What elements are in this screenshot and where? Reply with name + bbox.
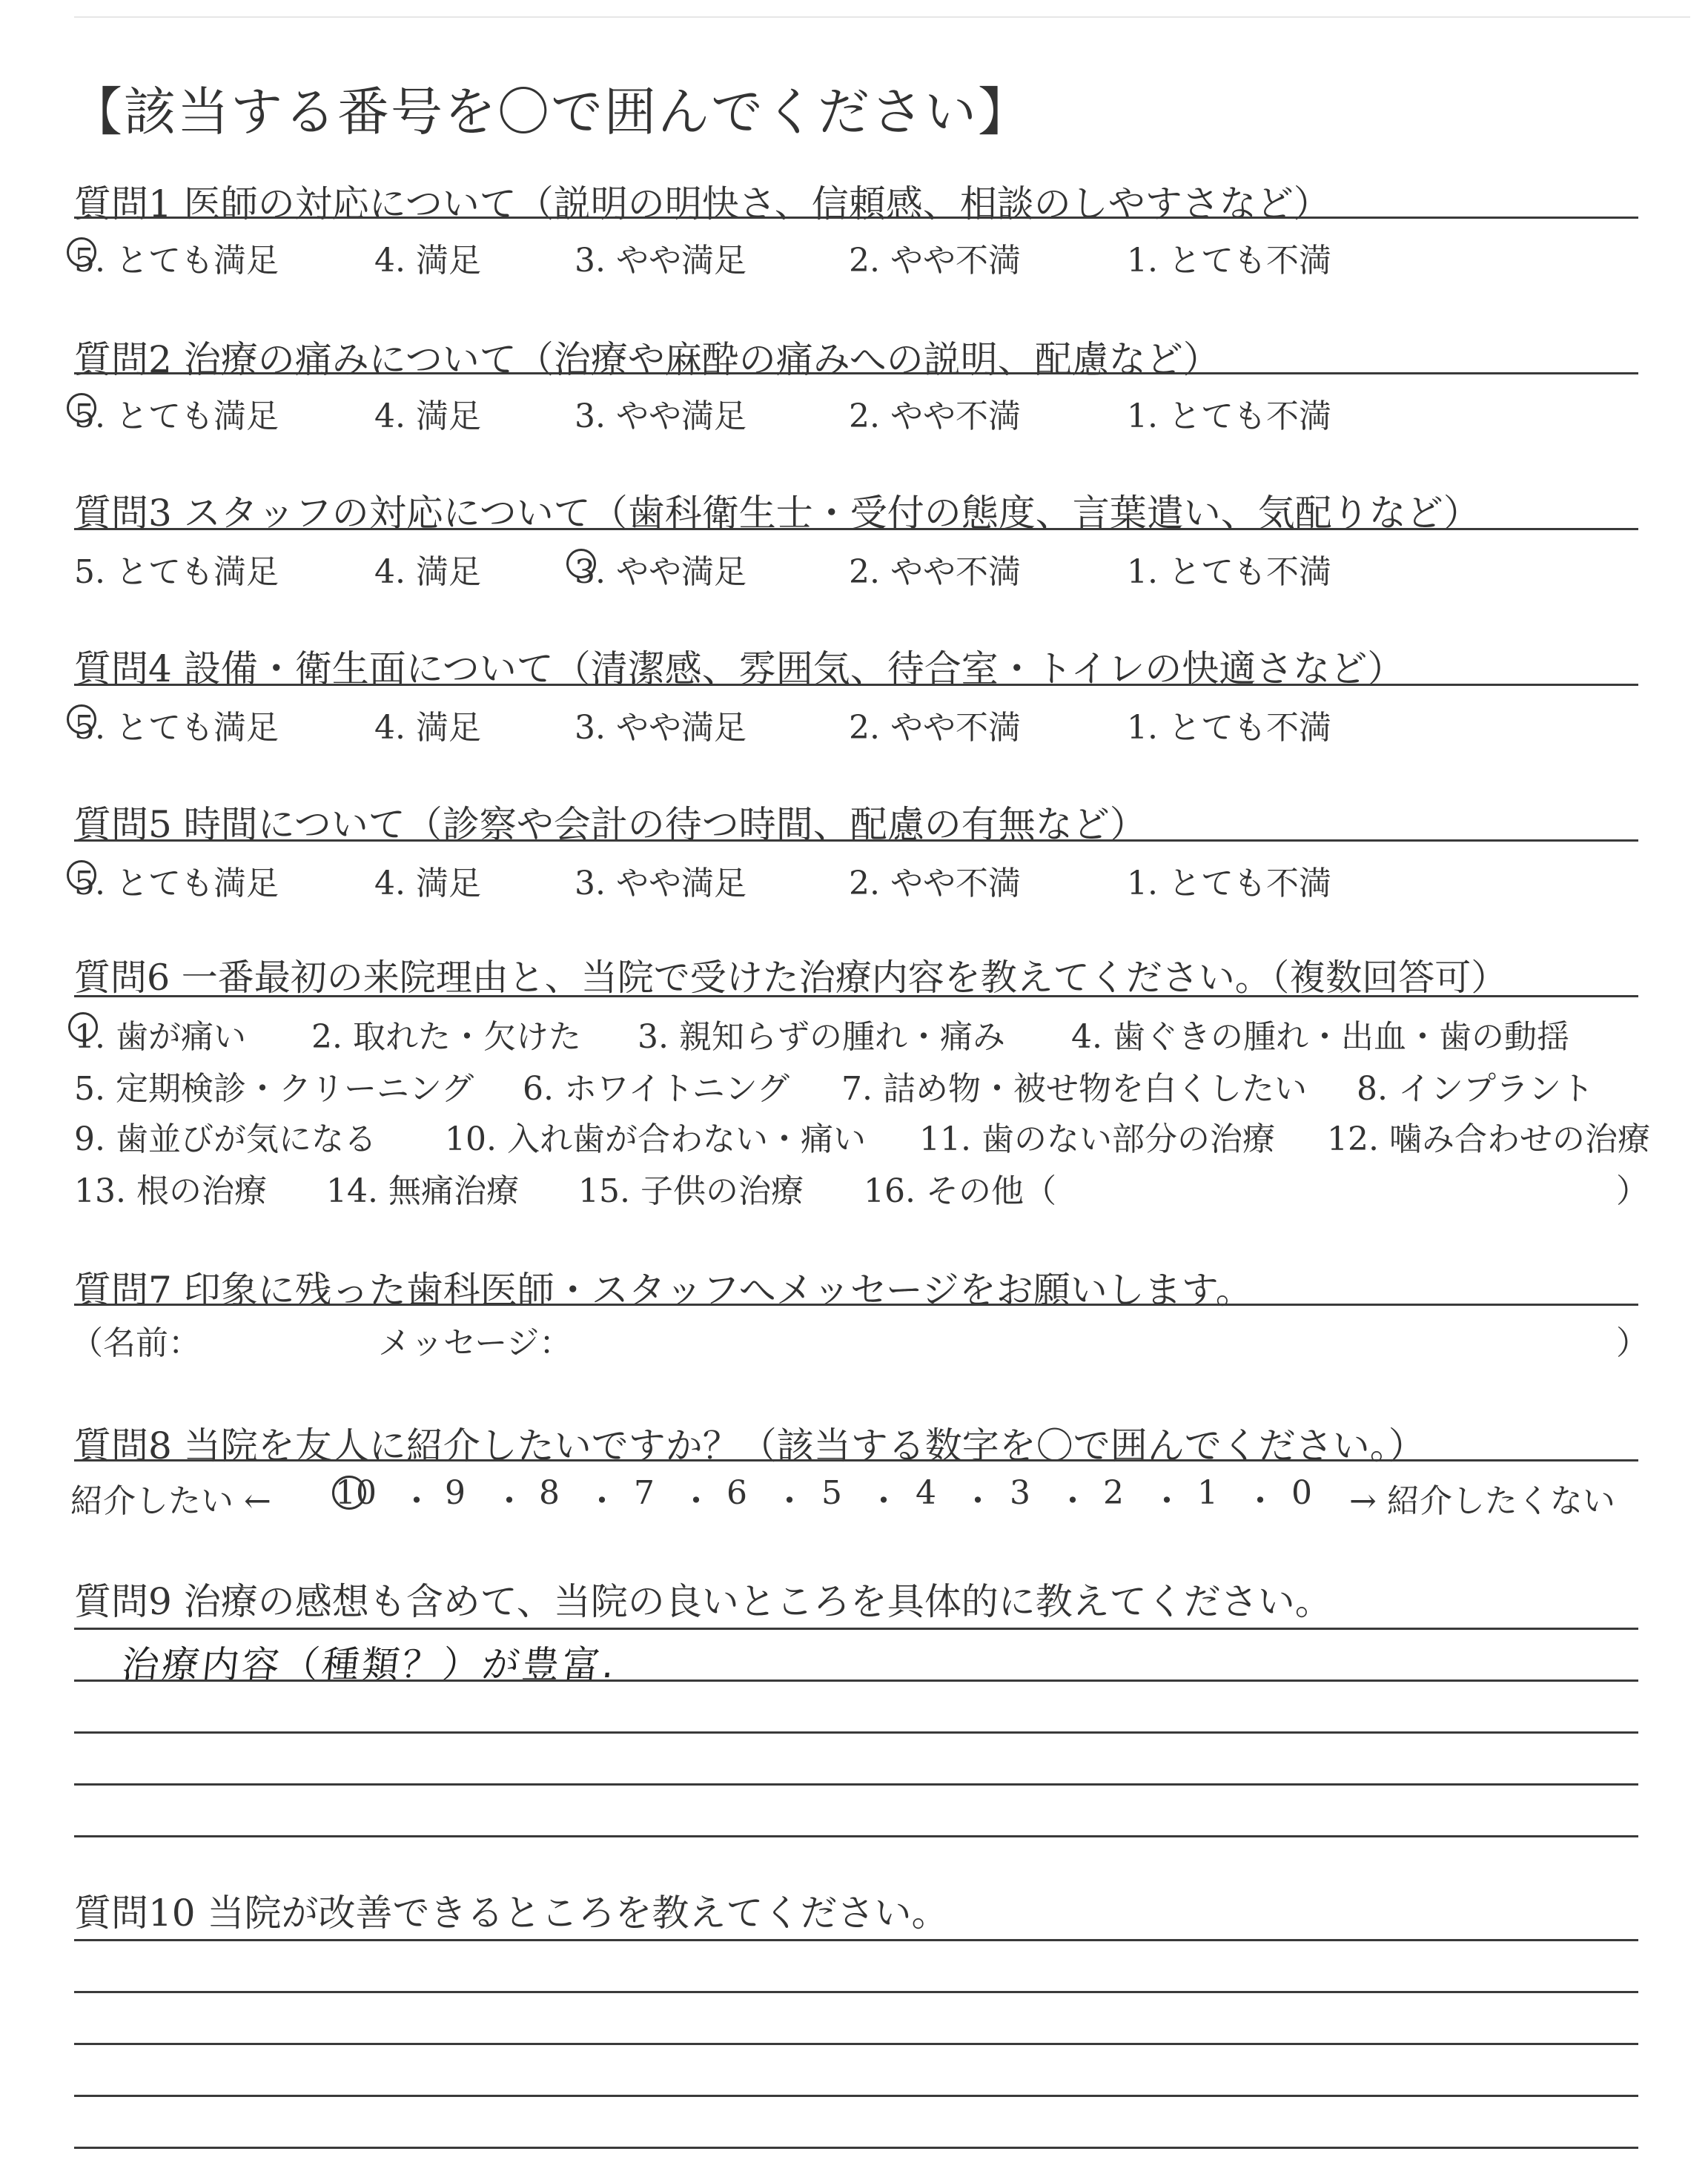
q9-line-3: [74, 1731, 1638, 1734]
q8-selection-circle: [332, 1476, 366, 1510]
q6-other-close-paren: ）: [1616, 1172, 1649, 1210]
q6-item-9[interactable]: 9. 歯並びが気になる: [74, 1120, 377, 1158]
q8-sep: ・: [680, 1482, 712, 1520]
question-6-underline: [74, 995, 1638, 997]
q8-score-7[interactable]: 7: [634, 1474, 655, 1512]
q8-score-3[interactable]: 3: [1010, 1474, 1030, 1512]
q10-line-3: [74, 2043, 1638, 2045]
q3-option-4[interactable]: 4. 満足: [374, 553, 481, 591]
q4-option-4[interactable]: 4. 満足: [374, 709, 481, 747]
q6-item-14[interactable]: 14. 無痛治療: [326, 1172, 519, 1210]
q9-line-1: [74, 1628, 1638, 1630]
q2-selection-circle: [67, 393, 96, 423]
q6-item-2[interactable]: 2. 取れた・欠けた: [311, 1018, 581, 1056]
scan-edge-line: [74, 16, 1690, 18]
q2-option-2[interactable]: 2. やや不満: [849, 397, 1021, 435]
q8-sep: ・: [1056, 1482, 1089, 1520]
q3-selection-circle: [566, 549, 596, 578]
q8-score-4[interactable]: 4: [916, 1474, 936, 1512]
q4-selection-circle: [67, 704, 96, 734]
q5-selection-circle: [67, 860, 96, 890]
question-5-title: 質問5 時間について（診察や会計の待つ時間、配慮の有無など）: [74, 803, 1147, 846]
q4-option-2[interactable]: 2. やや不満: [849, 709, 1021, 747]
q6-selection-circle: [68, 1012, 98, 1042]
q3-option-3[interactable]: 3. やや満足: [575, 553, 747, 591]
q8-score-9[interactable]: 9: [445, 1474, 466, 1512]
q6-item-5[interactable]: 5. 定期検診・クリーニング: [74, 1070, 474, 1108]
q1-option-4[interactable]: 4. 満足: [374, 242, 481, 280]
q6-item-4[interactable]: 4. 歯ぐきの腫れ・出血・歯の動揺: [1071, 1018, 1569, 1056]
q6-item-13[interactable]: 13. 根の治療: [74, 1172, 267, 1210]
question-8-underline: [74, 1459, 1638, 1462]
q7-close-paren: ）: [1616, 1324, 1649, 1362]
q8-score-0[interactable]: 0: [1291, 1474, 1312, 1512]
question-9-title: 質問9 治療の感想も含めて、当院の良いところを具体的に教えてください。: [74, 1580, 1332, 1623]
q4-option-5[interactable]: 5. とても満足: [74, 709, 279, 747]
q2-option-1[interactable]: 1. とても不満: [1127, 397, 1331, 435]
question-3-title: 質問3 スタッフの対応について（歯科衛生士・受付の態度、言葉遣い、気配りなど）: [74, 492, 1480, 535]
q9-line-4: [74, 1783, 1638, 1786]
q9-line-2: [74, 1680, 1638, 1682]
q3-option-1[interactable]: 1. とても不満: [1127, 553, 1331, 591]
q7-name-label: （名前：: [70, 1324, 201, 1362]
q6-item-10[interactable]: 10. 入れ歯が合わない・痛い: [445, 1120, 866, 1158]
q6-item-16[interactable]: 16. その他（: [864, 1172, 1056, 1210]
q4-option-1[interactable]: 1. とても不満: [1127, 709, 1331, 747]
question-3-underline: [74, 528, 1638, 530]
question-4-title: 質問4 設備・衛生面について（清潔感、雰囲気、待合室・トイレの快適さなど）: [74, 647, 1405, 690]
q5-option-2[interactable]: 2. やや不満: [849, 865, 1021, 902]
q4-option-3[interactable]: 3. やや満足: [575, 709, 747, 747]
q1-option-3[interactable]: 3. やや満足: [575, 242, 747, 280]
question-2-title: 質問2 治療の痛みについて（治療や麻酔の痛みへの説明、配慮など）: [74, 338, 1220, 381]
q6-item-6[interactable]: 6. ホワイトニング: [523, 1070, 790, 1108]
q8-sep: ・: [586, 1482, 618, 1520]
q8-sep: ・: [773, 1482, 806, 1520]
q10-line-1: [74, 1939, 1638, 1941]
q1-option-1[interactable]: 1. とても不満: [1127, 242, 1331, 280]
question-7-title: 質問7 印象に残った歯科医師・スタッフへメッセージをお願いします。: [74, 1269, 1253, 1312]
question-5-underline: [74, 839, 1638, 842]
q10-line-2: [74, 1991, 1638, 1993]
q10-line-5: [74, 2147, 1638, 2149]
q3-option-5[interactable]: 5. とても満足: [74, 553, 279, 591]
q2-option-4[interactable]: 4. 満足: [374, 397, 481, 435]
q5-option-5[interactable]: 5. とても満足: [74, 865, 279, 902]
page-title: 【該当する番号を〇で囲んでください】: [70, 82, 1031, 142]
q8-score-1[interactable]: 1: [1197, 1474, 1218, 1512]
question-4-underline: [74, 684, 1638, 686]
q5-option-4[interactable]: 4. 満足: [374, 865, 481, 902]
q6-item-11[interactable]: 11. 歯のない部分の治療: [919, 1120, 1275, 1158]
q1-option-5[interactable]: 5. とても満足: [74, 242, 279, 280]
q8-score-2[interactable]: 2: [1103, 1474, 1124, 1512]
q8-sep: ・: [400, 1482, 433, 1520]
q6-item-3[interactable]: 3. 親知らずの腫れ・痛み: [638, 1018, 1005, 1056]
q8-left-label: 紹介したい ←: [70, 1482, 271, 1520]
question-8-title: 質問8 当院を友人に紹介したいですか？（該当する数字を〇で囲んでください。）: [74, 1424, 1426, 1467]
q6-item-12[interactable]: 12. 噛み合わせの治療: [1327, 1120, 1650, 1158]
q6-item-15[interactable]: 15. 子供の治療: [578, 1172, 804, 1210]
question-1-title: 質問1 医師の対応について（説明の明快さ、信頼感、相談のしやすさなど）: [74, 182, 1331, 225]
q9-line-5: [74, 1835, 1638, 1837]
q2-option-5[interactable]: 5. とても満足: [74, 397, 279, 435]
q3-option-2[interactable]: 2. やや不満: [849, 553, 1021, 591]
question-7-underline: [74, 1304, 1638, 1306]
q8-sep: ・: [961, 1482, 994, 1520]
q7-message-label: メッセージ：: [378, 1324, 572, 1362]
q6-item-8[interactable]: 8. インプラント: [1357, 1070, 1594, 1108]
q5-option-1[interactable]: 1. とても不満: [1127, 865, 1331, 902]
q8-sep: ・: [493, 1482, 526, 1520]
q1-selection-circle: [67, 237, 96, 267]
question-6-title: 質問6 一番最初の来院理由と、当院で受けた治療内容を教えてください。（複数回答可）: [74, 957, 1508, 999]
q8-sep: ・: [1244, 1482, 1277, 1520]
q10-line-4: [74, 2095, 1638, 2097]
q1-option-2[interactable]: 2. やや不満: [849, 242, 1021, 280]
q9-handwritten-answer: 治療内容（種類？）が豊富.: [119, 1643, 620, 1686]
q8-score-10[interactable]: 10: [335, 1474, 377, 1512]
q8-sep: ・: [867, 1482, 900, 1520]
question-2-underline: [74, 372, 1638, 374]
q2-option-3[interactable]: 3. やや満足: [575, 397, 747, 435]
question-10-title: 質問10 当院が改善できるところを教えてください。: [74, 1892, 949, 1935]
q8-score-8[interactable]: 8: [539, 1474, 560, 1512]
q6-item-1[interactable]: 1. 歯が痛い: [74, 1018, 246, 1056]
q8-right-label: → 紹介したくない: [1349, 1482, 1615, 1520]
q8-score-6[interactable]: 6: [726, 1474, 747, 1512]
q6-item-7[interactable]: 7. 詰め物・被せ物を白くしたい: [841, 1070, 1307, 1108]
question-1-underline: [74, 217, 1638, 219]
q8-score-5[interactable]: 5: [821, 1474, 842, 1512]
q8-sep: ・: [1151, 1482, 1183, 1520]
q5-option-3[interactable]: 3. やや満足: [575, 865, 747, 902]
